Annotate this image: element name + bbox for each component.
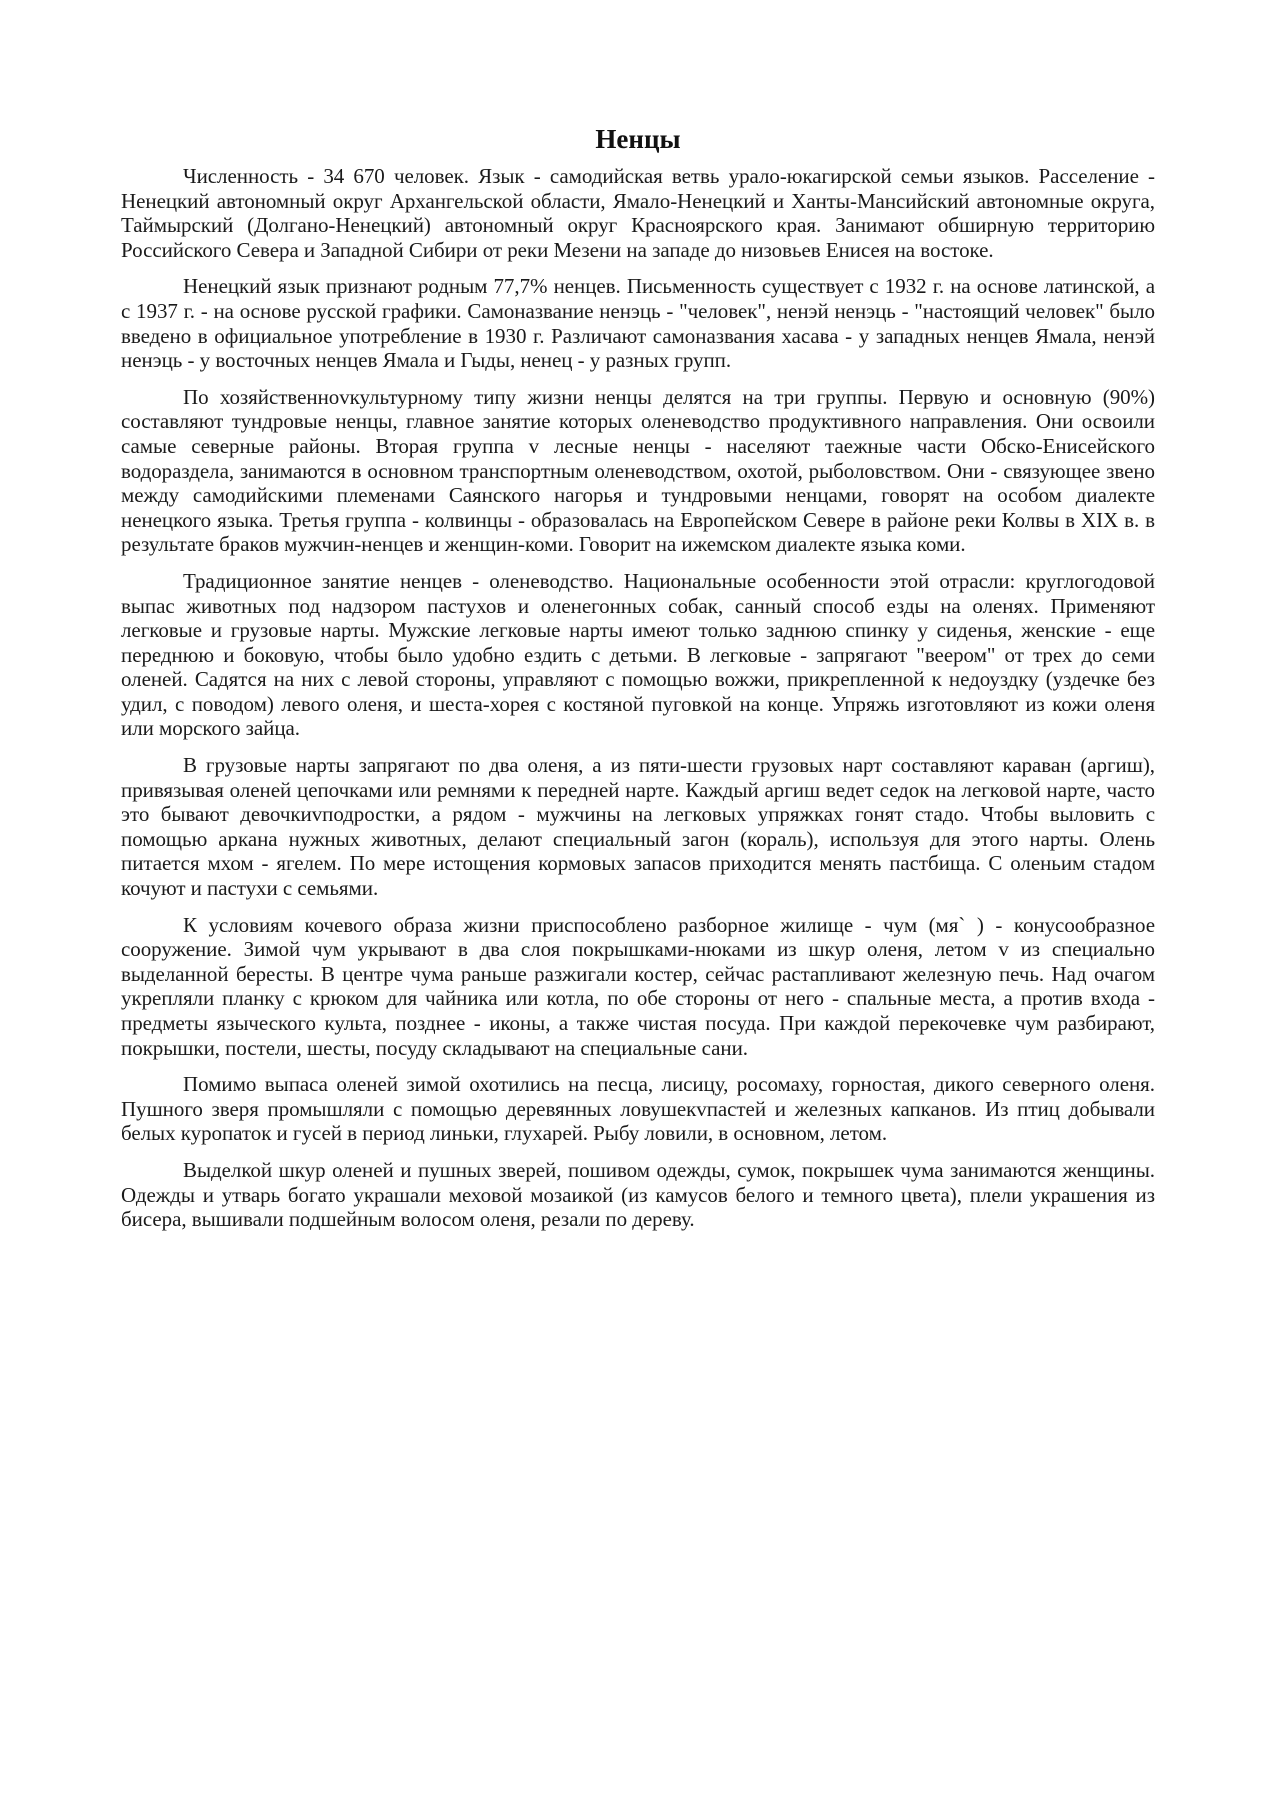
paragraph-population: Численность - 34 670 человек. Язык - самодийская ветвь урало-юкагирской семьи языков. Расселение - Ненецкий автономный округ Архангельской области, Ямало-Ненецкий и Ханты-Мансийский автономные округа, Таймырский (Долгано-Ненецкий) автономный округ Красноярского края. Занимают обширную территорию Российского Севера и Западной Сибири от реки Мезени на западе до низовьев Енисея на востоке. [121,164,1155,262]
document-page [121,122,1155,1244]
paragraph-hunting: Помимо выпаса оленей зимой охотились на песца, лисицу, росомаху, горностая, дикого северного оленя. Пушного зверя промышляли с помощью деревянных ловушекvпастей и железных капканов. Из птиц добывали белых куропаток и гусей в период линьки, глухарей. Рыбу ловили, в основном, летом. [121,1072,1155,1146]
paragraph-language: Ненецкий язык признают родным 77,7% ненцев. Письменность существует с 1932 г. на основе латинской, а с 1937 г. - на основе русской графики. Самоназвание ненэць - "человек", ненэй ненэць - "настоящий человек" было введено в официальное употребление в 1930 г. Различают самоназвания хасава - у западных ненцев Ямала, ненэй ненэць - у восточных ненцев Ямала и Гыды, ненец - у разных групп. [121,274,1155,373]
paragraph-reindeer-herding: Традиционное занятие ненцев - оленеводство. Национальные особенности этой отрасли: круглогодовой выпас животных под надзором пастухов и оленегонных собак, санный способ езды на оленях. Применяют легковые и грузовые нарты. Мужские легковые нарты имеют только заднюю спинку у сиденья, женские - еще переднюю и боковую, чтобы было удобно ездить с детьми. В легковые - запрягают "веером" от трех до семи оленей. Садятся на них с левой стороны, управляют с помощью вожжи, прикрепленной к недоуздку (уздечке без удил, с поводом) левого оленя, и шеста-хорея с костяной пуговкой на конце. Упряжь изготовляют из кожи оленя или морского зайца. [121,568,1155,741]
paragraph-chum-dwelling: К условиям кочевого образа жизни приспособлено разборное жилище - чум (мя` ) - конусообразное сооружение. Зимой чум укрывают в два слоя покрышками-нюками из шкур оленя, летом v из специально выделанной бересты. В центре чума раньше разжигали костер, сейчас растапливают железную печь. Над очагом укрепляли планку с крюком для чайника или котла, по обе стороны от него - спальные места, а против входа - предметы языческого культа, позднее - иконы, а также чистая посуда. При каждой перекочевке чум разбирают, покрышки, постели, шесты, посуду складывают на специальные сани. [121,912,1155,1060]
paragraph-groups: По хозяйственноvкультурному типу жизни ненцы делятся на три группы. Первую и основную (90%) составляют тундровые ненцы, главное занятие которых оленеводство продуктивного направления. Они освоили самые северные районы. Вторая группа v лесные ненцы - населяют таежные части Обско-Енисейского водораздела, занимаются в основном транспортным оленеводством, охотой, рыболовством. Они - связующее звено между самодийскими племенами Саянского нагорья и тундровыми ненцами, говорят на особом диалекте ненецкого языка. Третья группа - колвинцы - образовалась на Европейском Севере в районе реки Колвы в XIX в. в результате браков мужчин-ненцев и женщин-коми. Говорит на ижемском диалекте языка коми. [121,384,1155,557]
document-title: Ненцы [595,124,681,154]
paragraph-crafts: Выделкой шкур оленей и пушных зверей, пошивом одежды, сумок, покрышек чума занимаются женщины. Одежды и утварь богато украшали меховой мозаикой (из камусов белого и темного цвета), плели украшения из бисера, вышивали подшейным волосом оленя, резали по дереву. [121,1157,1155,1232]
paragraph-cargo-sleds: В грузовые нарты запрягают по два оленя, а из пяти-шести грузовых нарт составляют караван (аргиш), привязывая оленей цепочками или ремнями к передней нарте. Каждый аргиш ведет седок на легковой нарте, часто это бывают девочкиvподростки, а рядом - мужчины на легковых упряжках гонят стадо. Чтобы выловить с помощью аркана нужных животных, делают специальный загон (кораль), используя для этого нарты. Олень питается мхом - ягелем. По мере истощения кормовых запасов приходится менять пастбища. С оленьим стадом кочуют и пастухи с семьями. [121,753,1155,901]
